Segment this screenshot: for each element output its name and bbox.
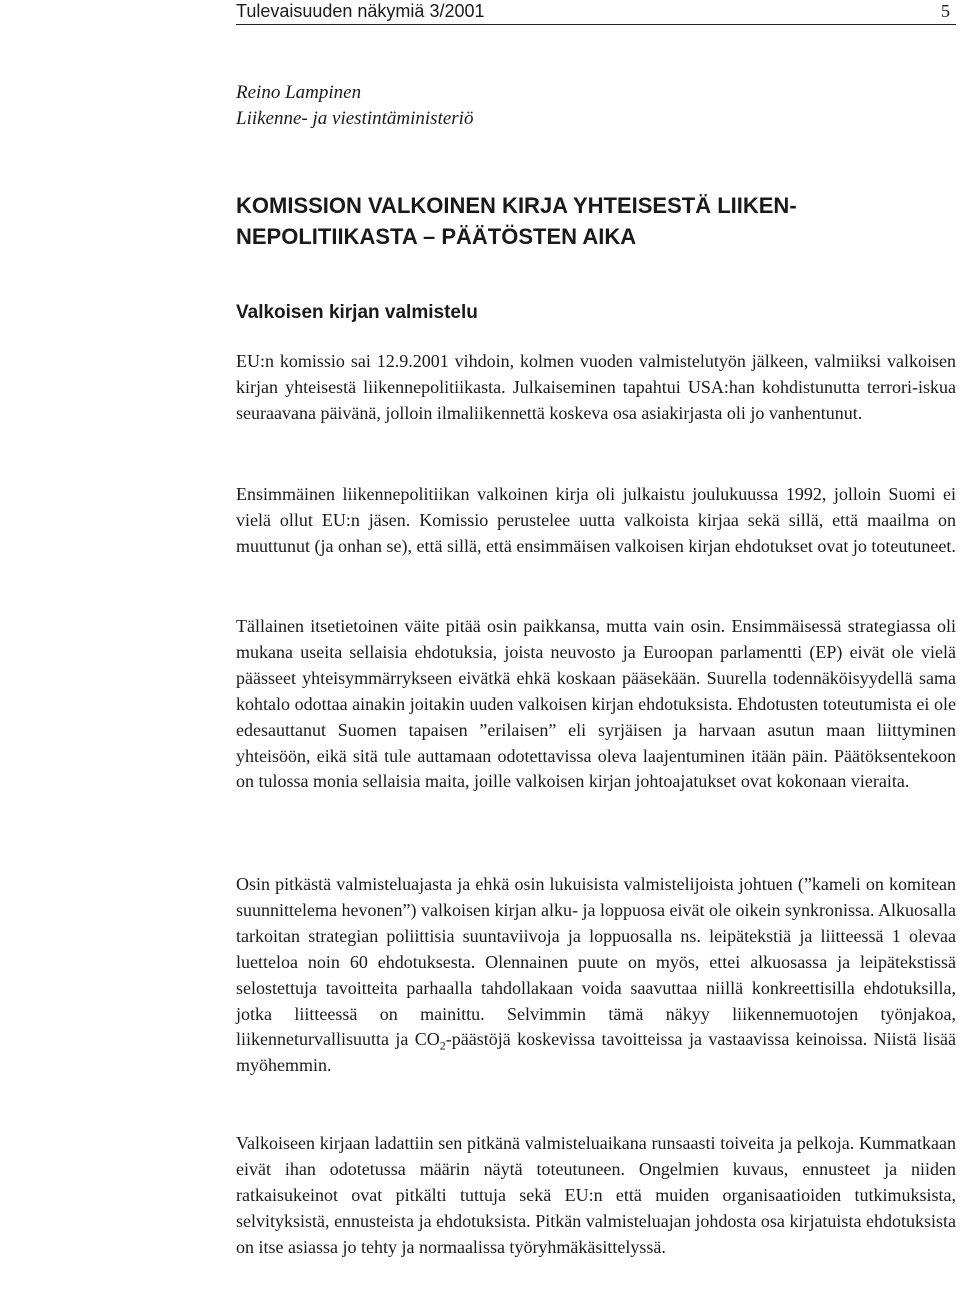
paragraph-1: EU:n komissio sai 12.9.2001 vihdoin, kolmen vuoden valmistelutyön jälkeen, valmiiksi valkoisen kirjan yhteisestä liikennepolitiikasta. Julkaiseminen tapahtui USA:han kohdistunutta terrori-iskua seuraavana päivänä, jolloin ilmaliikennettä koskeva osa asiakirjasta oli jo vanhentunut. xyxy=(236,351,956,423)
paragraph-5: Valkoiseen kirjaan ladattiin sen pitkänä valmisteluaikana runsaasti toiveita ja pelkoja. Kummatkaan eivät ihan odotetussa määrin näytä toteutuneen. Ongelmien kuvaus, ennusteet ja niiden ratkaisukeinot ovat pitkälti tuttuja sekä EU:n että muiden organisaatioiden tutkimuksista, selvityksistä, ennusteista ja ehdotuksista. Pitkän valmisteluajan johdosta osa kirjatuista ehdotuksista on itse asiassa jo tehty ja normaalissa työryhmäkäsittelyssä. xyxy=(236,1133,956,1257)
article-title-line-1: KOMISSION VALKOINEN KIRJA YHTEISESTÄ LIIKEN- xyxy=(236,193,797,218)
section-heading: Valkoisen kirjan valmistelu xyxy=(236,302,478,323)
paragraph-4 xyxy=(236,872,956,1079)
running-header xyxy=(236,0,956,25)
article-title xyxy=(236,190,956,252)
paragraph-4-text-a: Osin pitkästä valmisteluajasta ja ehkä osin lukuisista valmistelijoista johtuen (”kameli on komitean suunnittelema hevonen”) valkoisen kirjan alku- ja loppuosa eivät ole oikein synkronissa. Alkuosalla tarkoitan strategian poliittisia suuntaviivoja ja loppuosalla ns. leipätekstiä ja liitteessä 1 olevaa luetteloa noin 60 ehdotuksesta. Olennainen puute on myös, ettei alkuosassa ja leipätekstissä selostettuja tavoitteita parhaalla tahdollakaan voida saavuttaa niillä konkreettisilla ehdotuksilla, jotka liitteessä on mainittu. Selvimmin tämä näkyy liikennemuotojen työnjakoa, liikenneturvallisuutta ja CO xyxy=(236,874,956,1050)
journal-title: Tulevaisuuden näkymiä 3/2001 xyxy=(236,1,485,21)
article-title-line-2: NEPOLITIIKASTA – PÄÄTÖSTEN AIKA xyxy=(236,224,637,249)
co2-subscript: 2 xyxy=(439,1039,446,1054)
paragraph-3: Tällainen itsetietoinen väite pitää osin paikkansa, mutta vain osin. Ensimmäisessä strategiassa oli mukana useita sellaisia ehdotuksia, joista neuvosto ja Euroopan parlamentti (EP) eivät ole vielä päässeet yhteisymmärrykseen eivätkä ehkä koskaan pääsekään. Suurella todennäköisyydellä sama kohtalo odottaa ainakin joitakin uuden valkoisen kirjan ehdotuksista. Ehdotusten toteutumista ei ole edesauttanut Suomen tapaisen ”erilaisen” eli syrjäisen ja harvaan asutun maan liittyminen yhteisöön, eikä sitä tule auttamaan odotettavissa oleva laajentuminen itään päin. Päätöksentekoon on tulossa monia sellaisia maita, joille valkoisen kirjan johtoajatukset ovat kokonaan vieraita. xyxy=(236,616,956,792)
author-name: Reino Lampinen xyxy=(236,82,362,103)
paragraph-2: Ensimmäinen liikennepolitiikan valkoinen kirja oli julkaistu joulukuussa 1992, jolloin Suomi ei vielä ollut EU:n jäsen. Komissio perustelee uutta valkoista kirjaa sekä sillä, että maailma on muuttunut (ja onhan se), että sillä, että ensimmäisen valkoisen kirjan ehdotukset ovat jo toteutuneet. xyxy=(236,484,956,556)
page-number: 5 xyxy=(941,1,950,21)
author-organization: Liikenne- ja viestintäministeriö xyxy=(236,108,474,129)
paragraph-4-text-b: -päästöjä koskevissa tavoitteissa ja vastaavissa keinoissa. Niistä lisää myöhemmin. xyxy=(236,1029,956,1076)
author-block xyxy=(236,80,473,132)
